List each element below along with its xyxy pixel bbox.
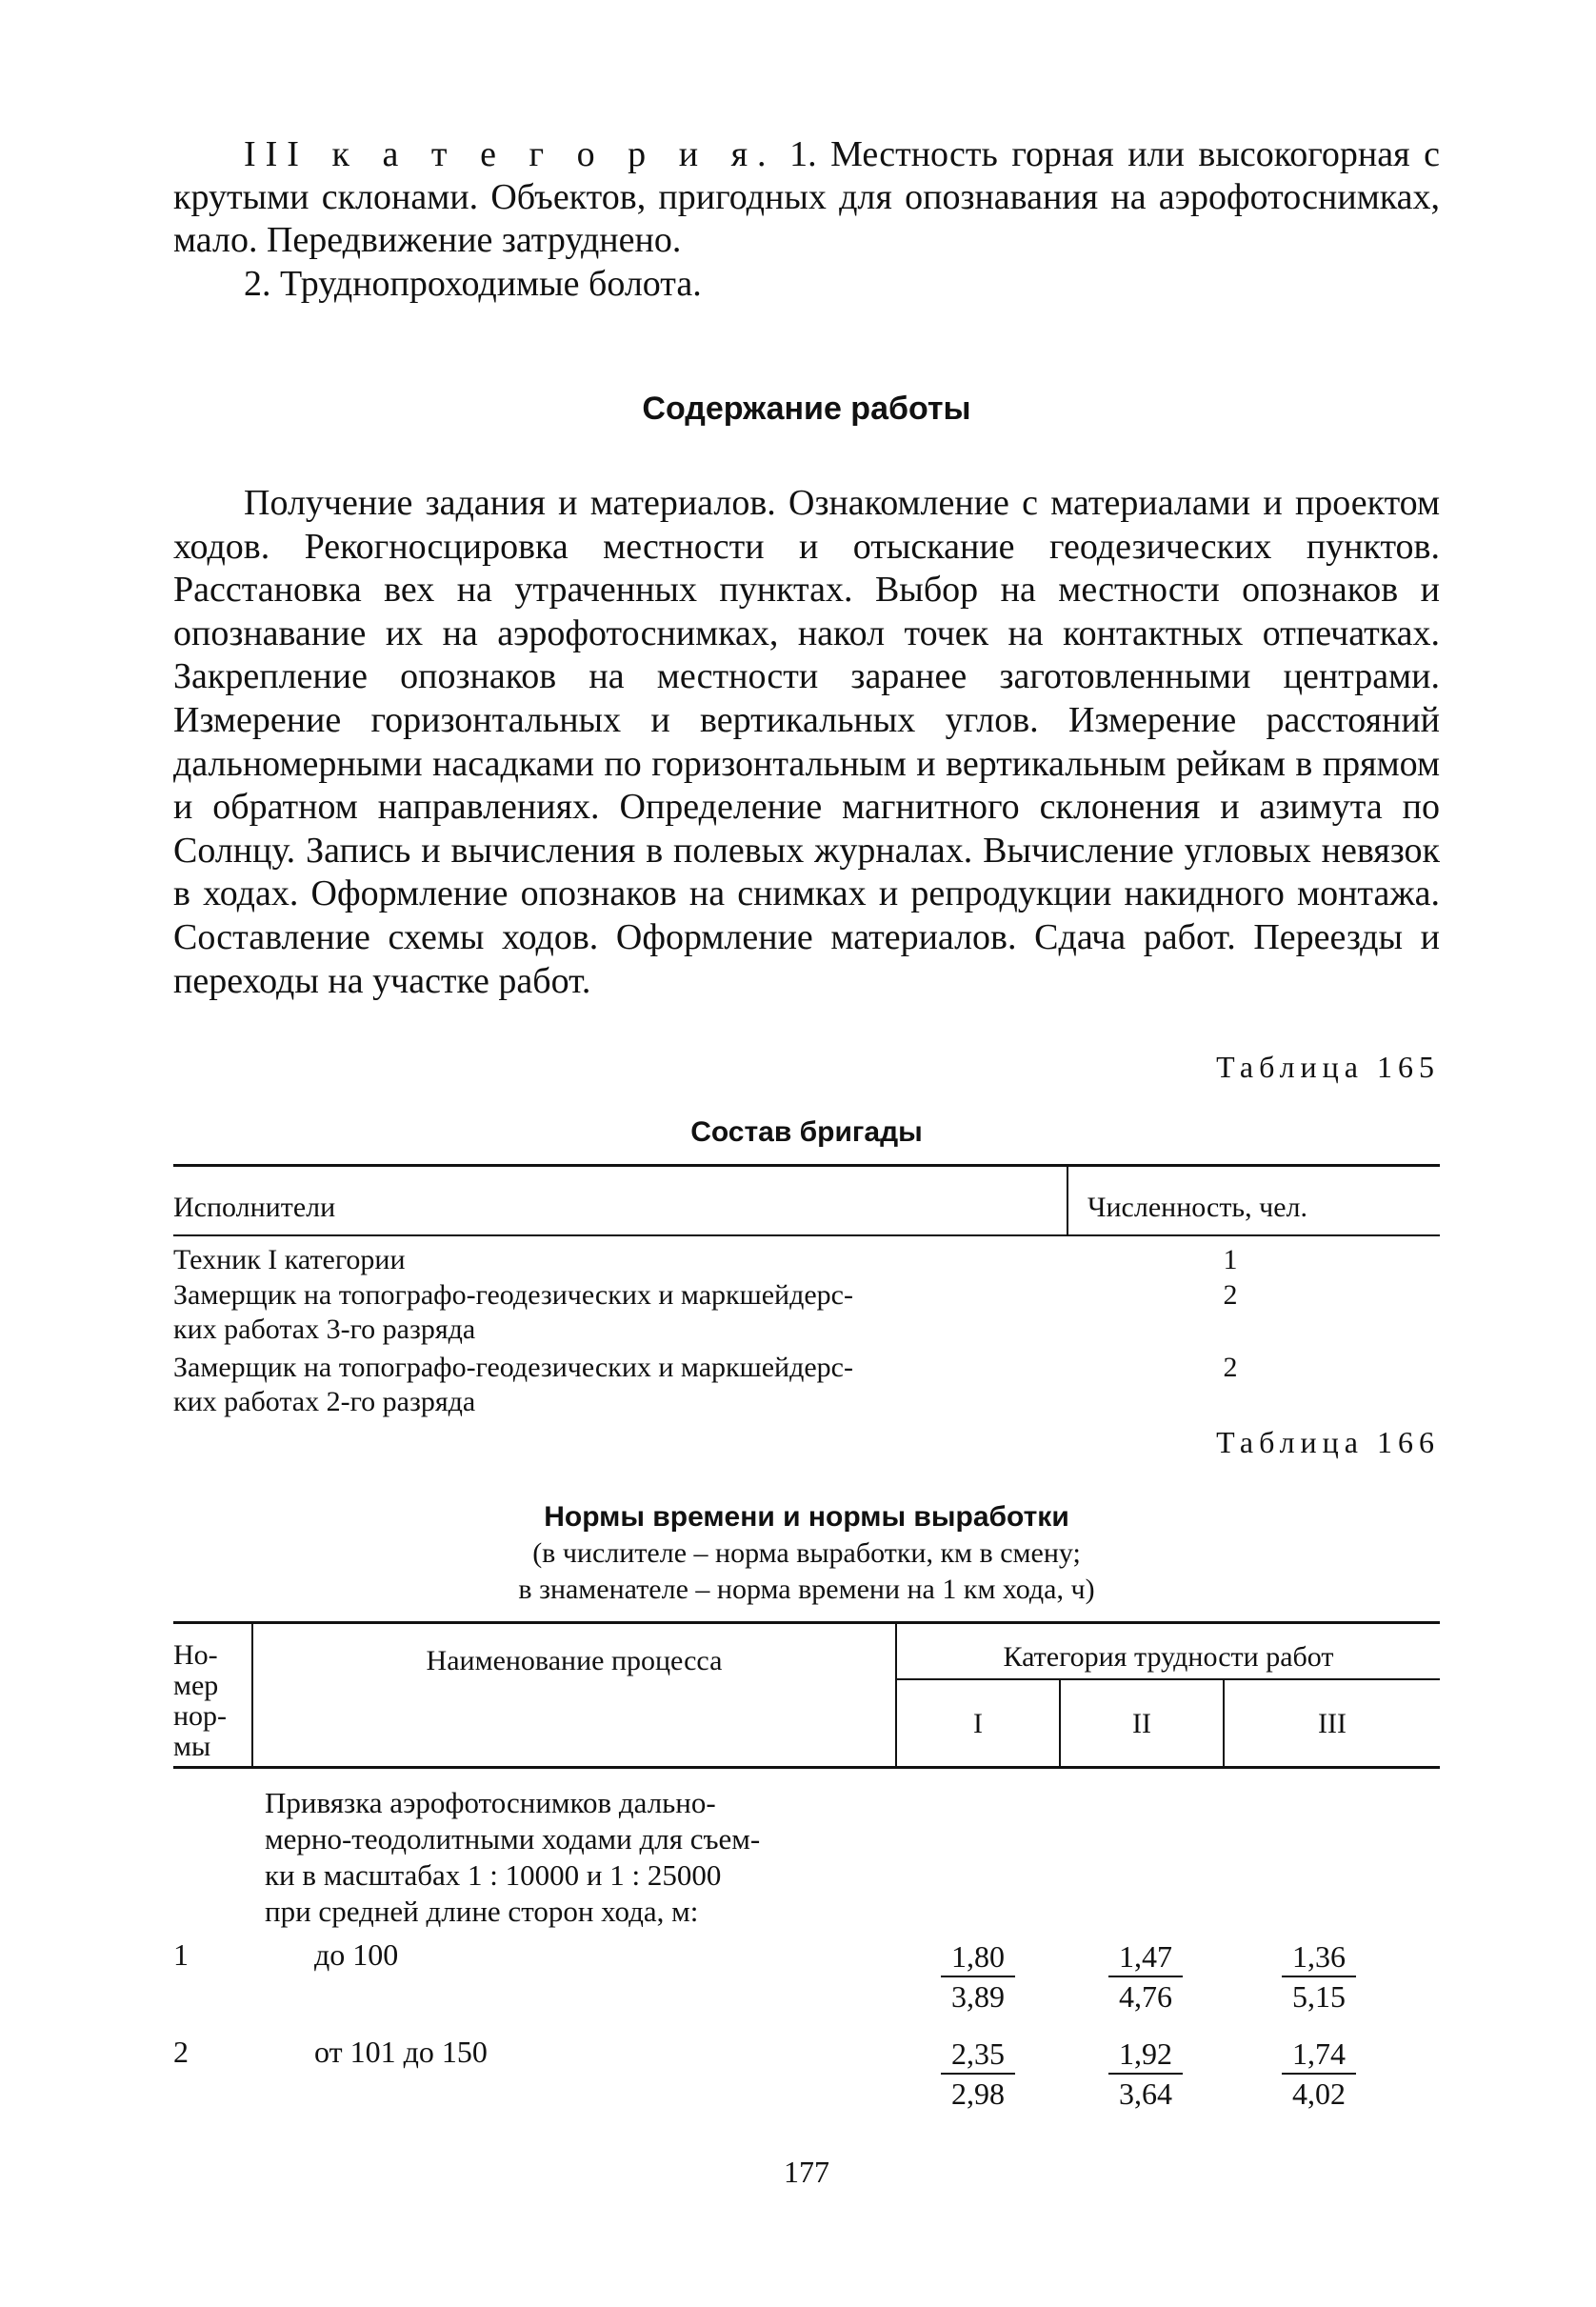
table-166-label: Таблица 166 <box>1216 1425 1440 1459</box>
fraction-bar <box>941 2073 1015 2075</box>
table-165-row-count: 2 <box>1223 1352 1238 1383</box>
table-165-top-rule <box>173 1164 1440 1167</box>
header-num-line: Но- <box>173 1639 218 1671</box>
table-166-subtitle: в знаменателе – норма времени на 1 км хода, ч) <box>518 1574 1095 1605</box>
fraction-numerator: 2,35 <box>951 2036 1005 2071</box>
fraction-denominator: 3,89 <box>951 1979 1005 2014</box>
table-165-label: Таблица 165 <box>1216 1050 1440 1084</box>
table-166-row-process: до 100 <box>314 1937 399 1972</box>
table-166-group-text <box>265 1785 760 1930</box>
fraction-denominator: 4,76 <box>1119 1979 1172 2014</box>
table-166-header-rule <box>173 1766 1440 1769</box>
table-166-row-process: от 101 до 150 <box>314 2035 488 2069</box>
table-166-header-category: Категория трудности работ <box>1003 1641 1334 1673</box>
table-165-col-divider <box>1067 1166 1068 1236</box>
table-166-title: Нормы времени и нормы выработки <box>544 1501 1069 1533</box>
fraction-bar <box>1282 1976 1356 1977</box>
table-165-row-name: Техник I категории <box>173 1244 406 1275</box>
section-body: Получение задания и материалов. Ознакомление с материалами и проектом ходов. Рекогносцировка местности и отыскание геодезических пунктов. Расстановка вех на утраченных пунктах. Выбор на местности опознаков и опознавание их на аэрофотоснимках, накол точек на контактных отпечатках. Закрепление опознаков на местности заранее заготовленными центрами. Измерение горизонтальных и вертикальных углов. Измерение расстояний дальномерными насадками по горизонтальным и вертикальным рейкам в прямом и обратном направлениях. Определение магнитного склонения и азимута по Солнцу. Запись и вычисления в полевых журналах. Вычисление угловых невязок в ходах. Оформление опознаков на снимках и репродукции накидного монтажа. Составление схемы ходов. Оформление материалов. Сдача работ. Переезды и переходы на участке работ. <box>173 483 1440 1001</box>
fraction-bar <box>1108 1976 1183 1977</box>
table-165-row-name: Замерщик на топографо-геодезических и маркшейдерс- <box>173 1279 853 1311</box>
category-label: III к а т е г о р и я. <box>244 134 776 174</box>
table-166-header-process: Наименование процесса <box>426 1645 723 1676</box>
fraction-bar <box>1108 2073 1183 2075</box>
page-number: 177 <box>784 2155 829 2189</box>
group-text-line: ки в масштабах 1 : 10000 и 1 : 25000 <box>265 1858 722 1892</box>
fraction-denominator: 3,64 <box>1119 2076 1172 2111</box>
table-166-header-cat-i: I <box>973 1708 983 1739</box>
table-166-top-rule <box>173 1621 1440 1624</box>
table-165-header-performers: Исполнители <box>173 1192 336 1223</box>
table-165-row-count: 2 <box>1223 1279 1238 1311</box>
section-heading: Содержание работы <box>642 391 971 427</box>
table-166-subtitle: (в числителе – норма выработки, км в смену; <box>532 1537 1081 1569</box>
table-165-header-count: Численность, чел. <box>1087 1192 1307 1223</box>
fraction-numerator: 1,47 <box>1119 1939 1172 1974</box>
table-166-header-num <box>173 1640 227 1762</box>
table-166-category-rule <box>895 1678 1440 1680</box>
category-item-2: 2. Труднопроходимые болота. <box>244 264 702 304</box>
fraction-bar <box>941 1976 1015 1977</box>
table-165-row-name: Замерщик на топографо-геодезических и маркшейдерс- <box>173 1352 853 1383</box>
table-166-header-cat-iii: III <box>1318 1708 1347 1739</box>
table-165-row-count: 1 <box>1223 1244 1238 1275</box>
fraction-numerator: 1,92 <box>1119 2036 1172 2071</box>
group-text-line: мерно-теодолитными ходами для съем- <box>265 1822 761 1856</box>
table-165-row-name-cont: ких работах 3-го разряда <box>173 1314 476 1345</box>
fraction-numerator: 1,74 <box>1292 2036 1346 2071</box>
fraction-numerator: 1,80 <box>951 1939 1005 1974</box>
table-165-row-name-cont: ких работах 2-го разряда <box>173 1386 476 1417</box>
fraction-bar <box>1282 2073 1356 2075</box>
group-text-line: при средней длине сторон хода, м: <box>265 1895 699 1928</box>
category-paragraph <box>173 133 1440 262</box>
fraction-numerator: 1,36 <box>1292 1939 1346 1974</box>
table-166-row-num: 1 <box>173 1937 189 1972</box>
table-165-title: Состав бригады <box>690 1116 923 1148</box>
table-166-header-cat-ii: II <box>1132 1708 1151 1739</box>
category-text: 1. Местность горная или высокогорная с крутыми склонами. Объектов, пригодных для опознавания на аэрофотоснимках, мало. Передвижение затруднено. <box>173 134 1440 260</box>
header-num-line: нор- <box>173 1700 228 1732</box>
group-text-line: Привязка аэрофотоснимков дально- <box>265 1786 716 1819</box>
header-num-line: мы <box>173 1731 211 1762</box>
header-num-line: мер <box>173 1670 219 1701</box>
fraction-denominator: 5,15 <box>1292 1979 1346 2014</box>
table-166-row-num: 2 <box>173 2035 189 2069</box>
fraction-denominator: 4,02 <box>1292 2076 1346 2111</box>
table-165-header-rule <box>173 1234 1440 1236</box>
fraction-denominator: 2,98 <box>951 2076 1005 2111</box>
